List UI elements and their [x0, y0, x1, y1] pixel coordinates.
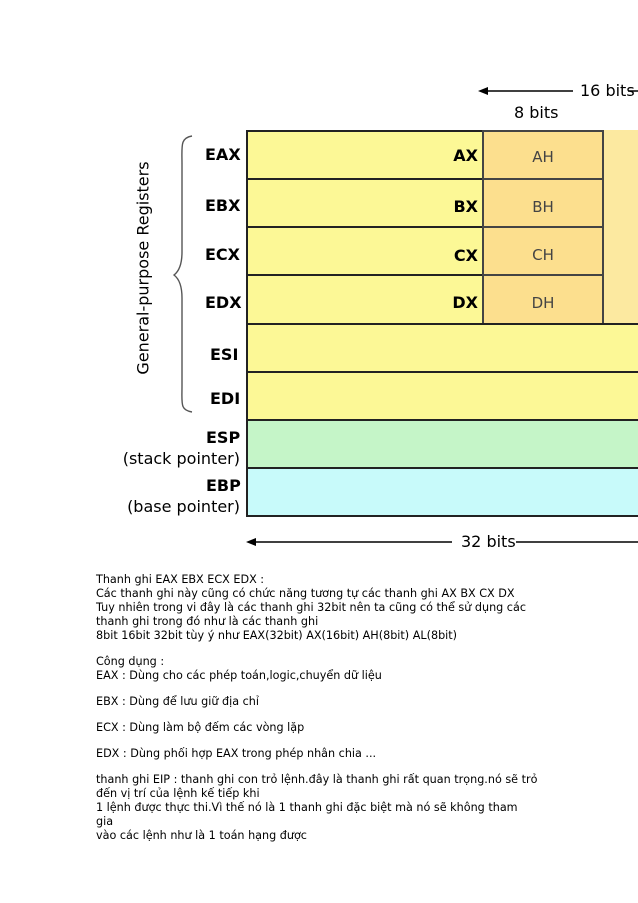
sub8-cell-ah — [482, 130, 602, 180]
reg-name-esi: ESI — [210, 345, 239, 364]
sub8-label-dh: DH — [531, 294, 555, 312]
sub8-cell-ch — [482, 226, 602, 276]
sub8-label-bh: BH — [532, 198, 554, 216]
notes-gap — [96, 761, 538, 773]
register-row-ebp — [246, 467, 638, 517]
register-row-edx — [246, 274, 638, 325]
reg-name-ebx: EBX — [205, 196, 241, 215]
notes-gap — [96, 643, 538, 655]
notes-line: 8bit 16bit 32bit tùy ý như EAX(32bit) AX(16bit) AH(8bit) AL(8bit) — [96, 629, 458, 642]
sub16-label-bx: BX — [453, 197, 478, 216]
reg-name-esp: ESP — [206, 428, 241, 447]
sub8-label-ch: CH — [532, 246, 554, 264]
group-brace — [172, 134, 198, 414]
reg-name-edi: EDI — [210, 389, 241, 408]
sub8-cell-low-ecx — [602, 226, 638, 276]
notes-line: Công dụng : — [96, 655, 165, 668]
notes-line: ECX : Dùng làm bộ đếm các vòng lặp — [96, 721, 305, 734]
reg-name-ecx: ECX — [205, 245, 241, 264]
notes-line: Thanh ghi EAX EBX ECX EDX : — [96, 573, 265, 586]
notes-line: EAX : Dùng cho các phép toán,logic,chuyển dữ liệu — [96, 669, 382, 682]
reg-name-edx: EDX — [205, 293, 242, 312]
sub8-cell-dh — [482, 274, 602, 325]
sub16-label-ax: AX — [453, 146, 478, 165]
notes-gap — [96, 709, 538, 721]
reg-note-esp: (stack pointer) — [122, 449, 240, 468]
reg-name-eax: EAX — [205, 145, 241, 164]
notes-line: 1 lệnh được thực thi.Vì thế nó là 1 thanh ghi đặc biệt mà nó sẽ không tham gia — [96, 801, 522, 828]
group-label: General-purpose Registers — [133, 161, 153, 375]
notes-line: EDX : Dùng phối hợp EAX trong phép nhân chia ... — [96, 747, 377, 760]
notes-gap — [96, 735, 538, 747]
notes-line: Các thanh ghi này cũng có chức năng tương tự các thanh ghi AX BX CX DX — [96, 587, 515, 600]
notes-line: Tuy nhiên trong vi đây là các thanh ghi 32bit nên ta cũng có thể sử dụng các — [96, 601, 526, 614]
sub8-cell-low-edx — [602, 274, 638, 325]
reg-name-ebp: EBP — [206, 476, 241, 495]
sub8-label-ah: AH — [532, 148, 554, 166]
sub8-cell-low-eax — [602, 130, 638, 180]
sub16-label-cx: CX — [453, 246, 478, 265]
notes-line: đến vị trí của lệnh kế tiếp khi — [96, 787, 260, 800]
register-row-ecx — [246, 226, 638, 276]
register-row-eax — [246, 130, 638, 180]
register-row-ebx — [246, 178, 638, 228]
width-8-label: 8 bits — [514, 103, 559, 122]
register-row-edi — [246, 371, 638, 421]
register-row-esi — [246, 323, 638, 373]
width-32-arrow — [246, 533, 638, 553]
sub8-cell-bh — [482, 178, 602, 228]
notes-line: vào các lệnh như là 1 toán hạng được — [96, 829, 307, 842]
notes-text — [96, 573, 538, 843]
notes-line: thanh ghi EIP : thanh ghi con trỏ lệnh.đây là thanh ghi rất quan trọng.nó sẽ trỏ — [96, 773, 538, 786]
notes-line: EBX : Dùng để lưu giữ địa chỉ — [96, 695, 259, 708]
width-32-label: 32 bits — [461, 532, 516, 551]
width-16-label: 16 bits — [580, 81, 635, 100]
reg-note-ebp: (base pointer) — [127, 497, 240, 516]
notes-line: thanh ghi trong đó như là các thanh ghi — [96, 615, 319, 628]
sub8-cell-low-ebx — [602, 178, 638, 228]
sub16-label-dx: DX — [452, 293, 478, 312]
register-row-esp — [246, 419, 638, 469]
notes-gap — [96, 683, 538, 695]
